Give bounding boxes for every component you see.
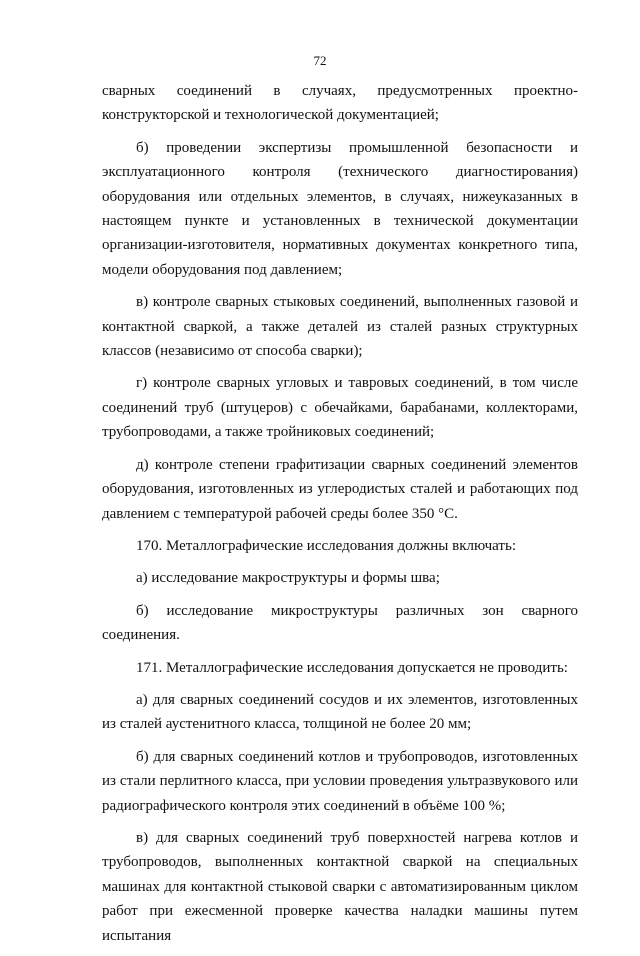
page-number: 72 — [313, 53, 327, 68]
paragraph-item-b-microstructure: б) исследование микроструктуры различных зон сварного соединения. — [102, 602, 578, 644]
paragraph-clause-170: 170. Металлографические исследования должны включать: — [136, 537, 516, 554]
paragraph-item-a-austenitic: а) для сварных соединений сосудов и их элементов, изготовленных из сталей аустенитного класса, толщиной не более 20 мм; — [102, 691, 578, 733]
paragraph-item-a-macrostructure: а) исследование макроструктуры и формы шва; — [136, 570, 440, 587]
paragraph-item-b-pearlitic: б) для сварных соединений котлов и трубопроводов, изготовленных из стали перлитного класса, при условии проведения ультразвукового или радиографического контроля этих соединений в объёме 100 %; — [102, 748, 578, 814]
paragraph-item-b-expertise: б) проведении экспертизы промышленной безопасности и эксплуатационного контроля (технического диагностирования) оборудования или отдельных элементов, в случаях, нижеуказанных в настоящем пункте и установленных в технической документации организации-изготовителя, нормативных документах конкретного типа, модели оборудования под давлением; — [102, 139, 578, 278]
paragraph-continuation: сварных соединений в случаях, предусмотренных проектно-конструкторской и технологической документацией; — [102, 83, 578, 124]
paragraph-item-d-graphitization: д) контроле степени графитизации сварных соединений элементов оборудования, изготовленных из углеродистых сталей и работающих под давлением с температурой рабочей среды более 350 °C. — [102, 456, 578, 522]
paragraph-clause-171: 171. Металлографические исследования допускается не проводить: — [136, 659, 568, 676]
document-body — [102, 79, 578, 956]
paragraph-item-v-butt-welds: в) контроле сварных стыковых соединений, выполненных газовой и контактной сваркой, а также деталей из сталей разных структурных классов (независимо от способа сварки); — [102, 294, 578, 360]
paragraph-item-v-contact-welding: в) для сварных соединений труб поверхностей нагрева котлов и трубопроводов, выполненных контактной сваркой на специальных машинах для контактной стыковой сварки с автоматизированным циклом работ при ежесменной проверке качества наладки машины путем испытания — [102, 829, 578, 944]
paragraph-item-g-fillet-welds: г) контроле сварных угловых и тавровых соединений, в том числе соединений труб (штуцеров) с обечайками, барабанами, коллекторами, трубопроводами, а также тройниковых соединений; — [102, 375, 578, 441]
